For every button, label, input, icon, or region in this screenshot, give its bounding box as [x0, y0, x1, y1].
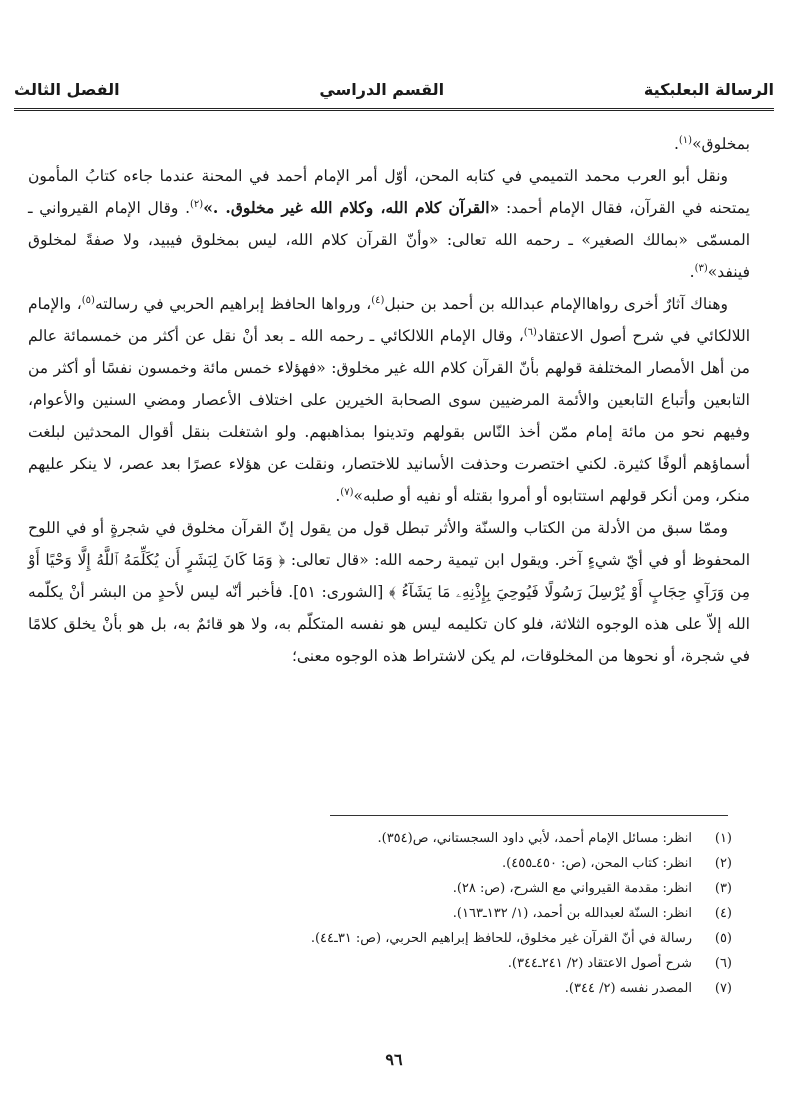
quran-verse: ﴿ وَمَا كَانَ لِبَشَرٍ أَن يُكَلِّمَهُ ٱللَّهُ إِلَّا وَحْيًا أَوْ مِن وَرَآيِ حِجَابٍ أَوْ يُرْسِلَ رَسُولًا فَيُوحِيَ بِإِذْنِهِۦ مَا يَشَآءُ ﴾ [28, 551, 750, 601]
footnote-ref-6[interactable]: (٦) [523, 326, 537, 338]
footnote-number: (٦) [714, 956, 732, 971]
header-book-title: الرسالة البعلبكية [643, 79, 774, 99]
footnotes [80, 826, 732, 1001]
footnote-item [80, 926, 732, 951]
paragraph-4: وممّا سبق من الأدلة من الكتاب والسنّة والأثر تبطل قول من يقول إنّ القرآن مخلوق في شجرةٍ أو في اللوح المحفوظ أو في أيّ شيءٍ آخر. ويقول ابن تيمية رحمه الله: «قال تعالى: ﴿ وَمَا كَانَ لِبَشَرٍ أَن يُكَلِّمَهُ ٱللَّهُ إِلَّا وَحْيًا أَوْ مِن وَرَآيِ حِجَابٍ أَوْ يُرْسِلَ رَسُولًا فَيُوحِيَ بِإِذْنِهِۦ مَا يَشَآءُ ﴾ [الشورى: ٥١]. فأخبر أنّه ليس لأحدٍ من البشر أنْ يكلّمه الله إلاّ على هذه الوجوه الثلاثة، فلو كان تكليمه ليس هو نفسه المتكلّم به، ولا هو قائمٌ به، بل هو بأنْ يخلق كلامًا في شجرة، أو نحوها من المخلوقات، لم يكن لاشتراط هذه الوجوه معنى؛ [28, 519, 750, 665]
quote-imam-ahmad: «القرآن كلام الله، وكلام الله غير مخلوق. .» [203, 198, 500, 217]
footnote-text: المصدر نفسه (٢/ ٣٤٤). [564, 981, 692, 996]
main-text [28, 128, 750, 672]
footnote-ref-3[interactable]: (٣) [694, 262, 708, 274]
footnote-text: رسالة في أنّ القرآن غير مخلوق، للحافظ إبراهيم الحربي، (ص: ٣١ـ٤٤). [310, 931, 692, 946]
footnote-number: (٧) [714, 981, 732, 996]
footnote-ref-1[interactable]: (١) [678, 134, 693, 146]
footnote-number: (٤) [714, 906, 732, 921]
header-divider [14, 108, 774, 111]
footnote-ref-7[interactable]: (٧) [340, 486, 354, 498]
footnote-number: (٥) [714, 931, 732, 946]
footnote-ref-2[interactable]: (٢) [190, 198, 204, 210]
header-section-title: القسم الدراسي [319, 79, 445, 99]
running-header [14, 72, 774, 106]
footnote-text: انظر: مقدمة القيرواني مع الشرح، (ص: ٢٨). [452, 881, 692, 896]
header-chapter-title: الفصل الثالث [14, 79, 120, 99]
footnote-item [80, 976, 732, 1001]
footnote-text: انظر: مسائل الإمام أحمد، لأبي داود السجستاني، ص(٣٥٤). [377, 831, 692, 846]
paragraph-2: ونقل أبو العرب محمد التميمي في كتابه المحن، أوّل أمر الإمام أحمد في المحنة عندما جاءه كتابُ المأمون يمتحنه في القرآن، فقال الإمام أحمد: «القرآن كلام الله، وكلام الله غير مخلوق. .»$^{(٢)}$. وقال الإمام القيرواني ـ المسمّى «بمالك الصغير» ـ رحمه الله تعالى: «وأنّ القرآن كلام الله، ليس بمخلوق فيبيد، ولا صفةً لمخلوق فينفد»$^{(٣)}$. [28, 167, 750, 281]
footnote-divider [330, 815, 728, 816]
footnote-item [80, 851, 732, 876]
footnote-number: (٢) [714, 856, 732, 871]
footnote-number: (١) [714, 831, 732, 846]
footnote-text: انظر: السنّة لعبدالله بن أحمد، (١/ ١٣٢ـ١٦٣). [452, 906, 692, 921]
paragraph-3: وهناك آثارٌ أخرى رواهاالإمام عبدالله بن أحمد بن حنبل$^{(٤)}$، ورواها الحافظ إبراهيم الحربي في رسالته$^{(٥)}$، والإمام اللالكائي في شرح أصول الاعتقاد$^{(٦)}$، وقال الإمام اللالكائي ـ رحمه الله ـ بعد أنْ نقل عن أكثر من خمسمائة عالم من أهل الأمصار المختلفة قولهم بأنّ القرآن كلام الله غير مخلوق: «فهؤلاء خمس مائة وخمسون نفسًا أو أكثر من التابعين وأتباع التابعين والأئمة المرضيين سوى الصحابة الخيرين على اختلاف الأعصار ومضي السنين والأعوام، وفيهم نحو من مائة إمام ممّن أخذ النّاس بقولهم وتدينوا بمذاهبهم. ولو اشتغلت بنقل أقوال المحدثين لبلغت أسماؤهم ألوفًا كثيرة. لكني اختصرت وحذفت الأسانيد للاختصار، ونقلت عن هؤلاء عصرًا بعد عصر، لا ينكر عليهم منكر، ومن أنكر قولهم استتابوه أو أمروا بقتله أو نفيه أو صلبه»$^{(٧)}$. [28, 294, 750, 505]
footnote-number: (٣) [714, 881, 732, 896]
footnote-item [80, 901, 732, 926]
footnote-item [80, 826, 732, 851]
footnote-text: شرح أصول الاعتقاد (٢/ ٢٤١ـ٣٤٤). [507, 956, 692, 971]
footnote-ref-5[interactable]: (٥) [81, 294, 95, 306]
page-number: ٩٦ [385, 1050, 403, 1069]
footnote-ref-4[interactable]: (٤) [371, 294, 385, 306]
paragraph-1: بمخلوق»$^{(١)}$. [673, 134, 750, 153]
footnote-item [80, 876, 732, 901]
footnote-item [80, 951, 732, 976]
footnote-text: انظر: كتاب المحن، (ص: ٤٥٠ـ٤٥٥). [502, 856, 692, 871]
